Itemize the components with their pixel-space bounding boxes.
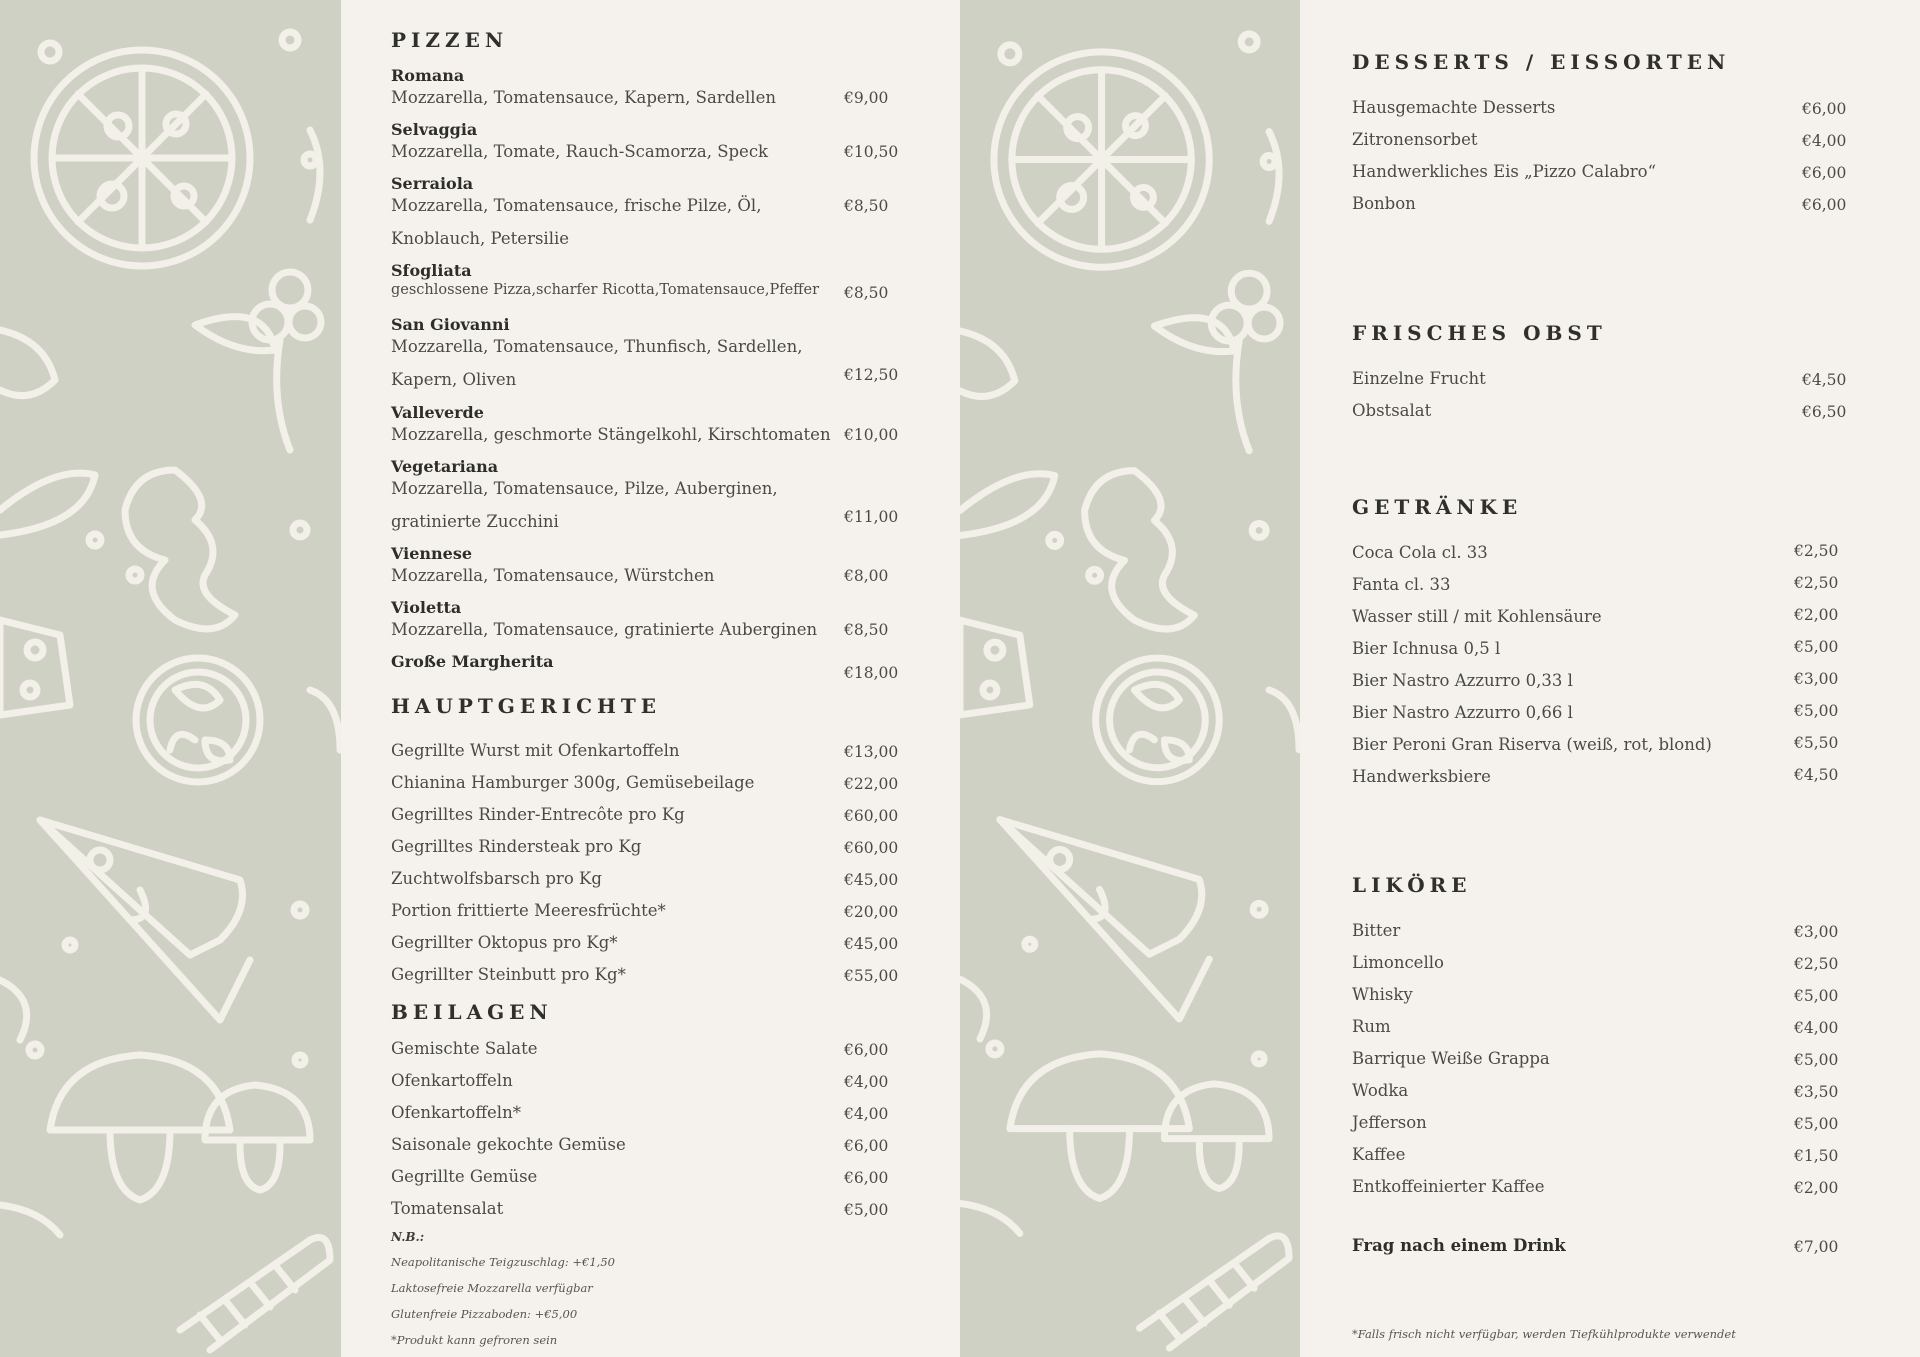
- menu-item-name: Gemischte Salate: [391, 1039, 538, 1058]
- menu-item-price: €2,50: [1794, 955, 1839, 973]
- menu-item-description: Mozzarella, geschmorte Stängelkohl, Kirschtomaten: [391, 425, 831, 444]
- menu-item-name: Gegrillter Oktopus pro Kg*: [391, 933, 618, 952]
- menu-item-name: Kaffee: [1352, 1145, 1406, 1164]
- section-title-pizzen: PIZZEN: [391, 28, 509, 52]
- menu-item-price: €5,00: [1794, 702, 1839, 720]
- menu-item-name: Zitronensorbet: [1352, 130, 1478, 149]
- pizza-doodle-illustration-2: [960, 0, 1300, 1357]
- section-title-beilagen: BEILAGEN: [391, 1000, 553, 1024]
- menu-item-price: €6,00: [844, 1137, 889, 1155]
- menu-item-price: €2,00: [1794, 1179, 1839, 1197]
- menu-item-description: Mozzarella, Tomatensauce, Kapern, Sardellen: [391, 88, 776, 107]
- menu-item-price: €6,00: [1802, 196, 1847, 214]
- menu-item-name: Coca Cola cl. 33: [1352, 543, 1488, 562]
- menu-item-name: Entkoffeinierter Kaffee: [1352, 1177, 1545, 1196]
- menu-item-name: Gegrillte Wurst mit Ofenkartoffeln: [391, 741, 680, 760]
- menu-item-price: €1,50: [1794, 1147, 1839, 1165]
- menu-item-price: €3,50: [1794, 1083, 1839, 1101]
- menu-item-name: Serraiola: [391, 174, 474, 193]
- section-title-desserts: DESSERTS / EISSORTEN: [1352, 50, 1731, 74]
- menu-item-name: Portion frittierte Meeresfrüchte*: [391, 901, 666, 920]
- menu-item-price: €4,50: [1794, 766, 1839, 784]
- menu-item-price: €5,00: [1794, 987, 1839, 1005]
- menu-item-name: Gegrilltes Rinder-Entrecôte pro Kg: [391, 805, 685, 824]
- menu-item-name: Valleverde: [391, 403, 484, 422]
- menu-item-description: Mozzarella, Tomatensauce, Thunfisch, Sardellen,: [391, 337, 803, 356]
- menu-item-price: €4,00: [1802, 132, 1847, 150]
- menu-item-price: €45,00: [844, 935, 899, 953]
- menu-item-description: Mozzarella, Tomatensauce, Pilze, Auberginen,: [391, 479, 778, 498]
- menu-item-price: €4,00: [844, 1105, 889, 1123]
- menu-item-name: Obstsalat: [1352, 401, 1432, 420]
- menu-item-name: Barrique Weiße Grappa: [1352, 1049, 1550, 1068]
- menu-item-name: Wasser still / mit Kohlensäure: [1352, 607, 1602, 626]
- menu-item-name: Bier Ichnusa 0,5 l: [1352, 639, 1501, 658]
- pizza-doodle-illustration: [0, 0, 341, 1357]
- menu-item-name: Romana: [391, 66, 465, 85]
- menu-item-name: Gegrilltes Rindersteak pro Kg: [391, 837, 642, 856]
- menu-item-name: Handwerkliches Eis „Pizzo Calabro“: [1352, 162, 1657, 181]
- menu-item-name: Ofenkartoffeln*: [391, 1103, 521, 1122]
- menu-item-name: Einzelne Frucht: [1352, 369, 1486, 388]
- menu-item-price: €5,00: [844, 1201, 889, 1219]
- menu-item-name: Limoncello: [1352, 953, 1444, 972]
- menu-item-description: gratinierte Zucchini: [391, 512, 559, 531]
- note-line: Glutenfreie Pizzaboden: +€5,00: [391, 1307, 578, 1321]
- menu-item-name: Jefferson: [1352, 1113, 1427, 1132]
- menu-item-name: Fanta cl. 33: [1352, 575, 1451, 594]
- menu-item-name: Ofenkartoffeln: [391, 1071, 513, 1090]
- menu-item-price: €4,00: [1794, 1019, 1839, 1037]
- menu-item-description: Mozzarella, Tomatensauce, frische Pilze, Öl,: [391, 196, 762, 215]
- menu-item-price: €13,00: [844, 743, 899, 761]
- notes-heading: N.B.:: [391, 1230, 425, 1244]
- pizza-pattern-middle: [960, 0, 1300, 1357]
- footnote: *Falls frisch nicht verfügbar, werden Tiefkühlprodukte verwendet: [1352, 1327, 1736, 1341]
- note-line: Neapolitanische Teigzuschlag: +€1,50: [391, 1255, 615, 1269]
- menu-item-description: Mozzarella, Tomate, Rauch-Scamorza, Speck: [391, 142, 769, 161]
- menu-item-price: €22,00: [844, 775, 899, 793]
- menu-item-price: €60,00: [844, 807, 899, 825]
- special-drink-price: €7,00: [1794, 1238, 1839, 1256]
- menu-panel-food: [341, 0, 960, 1357]
- menu-item-name: Gegrillte Gemüse: [391, 1167, 538, 1186]
- menu-item-price: €20,00: [844, 903, 899, 921]
- menu-item-name: Bitter: [1352, 921, 1401, 940]
- menu-item-price: €6,00: [844, 1169, 889, 1187]
- menu-item-price: €8,50: [844, 197, 889, 215]
- menu-item-description: Knoblauch, Petersilie: [391, 229, 570, 248]
- menu-item-name: Rum: [1352, 1017, 1391, 1036]
- menu-item-name: Wodka: [1352, 1081, 1409, 1100]
- menu-item-name: Violetta: [391, 598, 462, 617]
- menu-item-price: €2,50: [1794, 542, 1839, 560]
- menu-item-name: Sfogliata: [391, 261, 472, 280]
- menu-item-name: Große Margherita: [391, 652, 554, 671]
- menu-item-price: €18,00: [844, 664, 899, 682]
- menu-item-price: €10,00: [844, 426, 899, 444]
- menu-item-price: €2,00: [1794, 606, 1839, 624]
- special-drink-name: Frag nach einem Drink: [1352, 1236, 1566, 1255]
- menu-item-price: €5,00: [1794, 1115, 1839, 1133]
- menu-item-price: €45,00: [844, 871, 899, 889]
- menu-item-price: €6,00: [1802, 100, 1847, 118]
- menu-item-price: €9,00: [844, 89, 889, 107]
- menu-item-price: €2,50: [1794, 574, 1839, 592]
- menu-item-price: €60,00: [844, 839, 899, 857]
- menu-item-name: Whisky: [1352, 985, 1413, 1004]
- menu-item-price: €8,50: [844, 621, 889, 639]
- section-title-obst: FRISCHES OBST: [1352, 321, 1607, 345]
- menu-item-name: Saisonale gekochte Gemüse: [391, 1135, 626, 1154]
- menu-item-name: Bonbon: [1352, 194, 1416, 213]
- menu-item-price: €8,50: [844, 284, 889, 302]
- menu-item-price: €4,50: [1802, 371, 1847, 389]
- menu-item-name: Zuchtwolfsbarsch pro Kg: [391, 869, 602, 888]
- menu-item-name: Bier Peroni Gran Riserva (weiß, rot, blond): [1352, 735, 1712, 754]
- menu-item-price: €4,00: [844, 1073, 889, 1091]
- section-title-likoere: LIKÖRE: [1352, 873, 1472, 897]
- menu-item-price: €11,00: [844, 508, 899, 526]
- menu-item-name: Vegetariana: [391, 457, 499, 476]
- menu-item-price: €6,00: [1802, 164, 1847, 182]
- menu-item-description: geschlossene Pizza,scharfer Ricotta,Tomatensauce,Pfeffer: [391, 282, 819, 298]
- menu-item-name: Bier Nastro Azzurro 0,33 l: [1352, 671, 1573, 690]
- menu-item-price: €3,00: [1794, 923, 1839, 941]
- menu-item-name: San Giovanni: [391, 315, 510, 334]
- menu-item-price: €10,50: [844, 143, 899, 161]
- section-title-getraenke: GETRÄNKE: [1352, 495, 1523, 519]
- menu-item-price: €55,00: [844, 967, 899, 985]
- menu-item-price: €3,00: [1794, 670, 1839, 688]
- menu-item-description: Kapern, Oliven: [391, 370, 517, 389]
- menu-item-name: Hausgemachte Desserts: [1352, 98, 1556, 117]
- menu-item-name: Handwerksbiere: [1352, 767, 1491, 786]
- menu-item-price: €8,00: [844, 567, 889, 585]
- menu-item-description: Mozzarella, Tomatensauce, Würstchen: [391, 566, 715, 585]
- menu-item-price: €5,50: [1794, 734, 1839, 752]
- menu-panel-desserts-drinks: [1300, 0, 1920, 1357]
- note-line: *Produkt kann gefroren sein: [391, 1333, 558, 1347]
- menu-item-name: Gegrillter Steinbutt pro Kg*: [391, 965, 626, 984]
- note-line: Laktosefreie Mozzarella verfügbar: [391, 1281, 593, 1295]
- menu-item-price: €6,50: [1802, 403, 1847, 421]
- menu-item-price: €5,00: [1794, 1051, 1839, 1069]
- menu-item-price: €5,00: [1794, 638, 1839, 656]
- menu-item-price: €12,50: [844, 366, 899, 384]
- menu-item-name: Bier Nastro Azzurro 0,66 l: [1352, 703, 1573, 722]
- menu-item-name: Chianina Hamburger 300g, Gemüsebeilage: [391, 773, 755, 792]
- menu-item-name: Selvaggia: [391, 120, 478, 139]
- section-title-hauptgerichte: HAUPTGERICHTE: [391, 694, 662, 718]
- menu-item-name: Tomatensalat: [391, 1199, 504, 1218]
- menu-item-name: Viennese: [391, 544, 473, 563]
- menu-item-price: €6,00: [844, 1041, 889, 1059]
- pizza-pattern-left: [0, 0, 341, 1357]
- menu-item-description: Mozzarella, Tomatensauce, gratinierte Auberginen: [391, 620, 818, 639]
